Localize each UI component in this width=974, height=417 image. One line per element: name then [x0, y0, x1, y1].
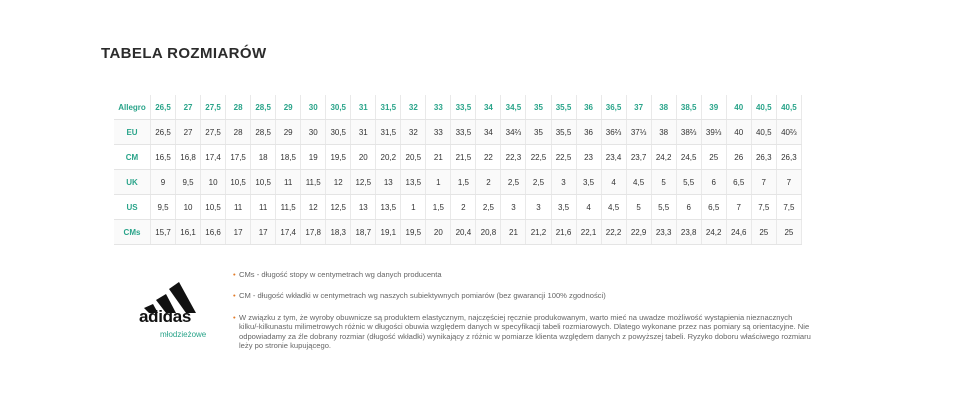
- size-cell: 35,5: [551, 120, 576, 145]
- size-cell: 18: [251, 145, 276, 170]
- size-cell: 28,5: [251, 95, 276, 120]
- size-cell: 40,5: [751, 95, 776, 120]
- size-cell: 27: [176, 95, 201, 120]
- size-cell: 31,5: [376, 95, 401, 120]
- size-cell: 23,3: [651, 220, 676, 245]
- size-cell: 40: [726, 95, 751, 120]
- size-cell: 31: [351, 120, 376, 145]
- size-cell: 1: [401, 195, 426, 220]
- size-cell: 28,5: [251, 120, 276, 145]
- size-cell: 19,5: [326, 145, 351, 170]
- size-cell: 27: [176, 120, 201, 145]
- size-cell: 20,2: [376, 145, 401, 170]
- page-title: TABELA ROZMIARÓW: [101, 45, 267, 62]
- size-cell: 7,5: [751, 195, 776, 220]
- size-cell: 20: [351, 145, 376, 170]
- size-cell: 40⅔: [776, 120, 801, 145]
- size-cell: 22,9: [626, 220, 651, 245]
- size-cell: 21: [501, 220, 526, 245]
- size-cell: 30,5: [326, 120, 351, 145]
- size-cell: 17,5: [226, 145, 251, 170]
- size-cell: 19: [301, 145, 326, 170]
- size-cell: 21,5: [451, 145, 476, 170]
- size-cell: 1,5: [426, 195, 451, 220]
- size-cell: 36,5: [601, 95, 626, 120]
- size-cell: 29: [276, 95, 301, 120]
- size-cell: 12: [326, 170, 351, 195]
- size-cell: 32: [401, 120, 426, 145]
- note-text: W związku z tym, że wyroby obuwnicze są produktem elastycznym, najczęściej ręcznie produkowanym, warto mieć na uwadze możliwość wystąpienia nieznacznych kilku/-kilkunastu milimetrowych różnic w długości obuwia względem danych w specyfikacji tabeli rozmiarowych. Dlatego wykonane przez nas pomiary są orientacyjne. Nie odpowiadamy za źle dobrany rozmiar (długość wkładki) wynikający z różnic w pomiarze klienta względem danych z powyższej tabeli. Ryzyko doboru właściwego rozmiaru leży po stronie kupującego.: [239, 312, 811, 351]
- size-cell: 36⅔: [601, 120, 626, 145]
- size-cell: 37: [626, 95, 651, 120]
- size-cell: 23,7: [626, 145, 651, 170]
- size-cell: 23: [576, 145, 601, 170]
- size-cell: 18,3: [326, 220, 351, 245]
- size-cell: 13,5: [376, 195, 401, 220]
- size-cell: 1: [426, 170, 451, 195]
- row-label: EU: [114, 120, 151, 145]
- size-cell: 37⅓: [626, 120, 651, 145]
- size-cell: 22,3: [501, 145, 526, 170]
- size-cell: 9,5: [151, 195, 176, 220]
- size-cell: 3: [526, 195, 551, 220]
- size-cell: 18,7: [351, 220, 376, 245]
- size-cell: 16,6: [201, 220, 226, 245]
- size-cell: 2,5: [476, 195, 501, 220]
- size-cell: 4,5: [601, 195, 626, 220]
- size-cell: 35,5: [551, 95, 576, 120]
- size-cell: 22,5: [551, 145, 576, 170]
- size-cell: 38,5: [676, 95, 701, 120]
- size-cell: 11,5: [301, 170, 326, 195]
- size-cell: 10,5: [201, 195, 226, 220]
- size-cell: 11: [226, 195, 251, 220]
- size-cell: 21,6: [551, 220, 576, 245]
- size-cell: 34: [476, 120, 501, 145]
- size-cell: 15,7: [151, 220, 176, 245]
- size-cell: 28: [226, 95, 251, 120]
- size-cell: 27,5: [201, 120, 226, 145]
- size-cell: 26: [726, 145, 751, 170]
- size-cell: 16,8: [176, 145, 201, 170]
- size-cell: 20,4: [451, 220, 476, 245]
- size-cell: 35: [526, 95, 551, 120]
- size-cell: 11,5: [276, 195, 301, 220]
- size-cell: 36: [576, 95, 601, 120]
- size-cell: 33,5: [451, 95, 476, 120]
- size-cell: 18,5: [276, 145, 301, 170]
- size-cell: 33: [426, 95, 451, 120]
- size-cell: 12: [301, 195, 326, 220]
- size-cell: 3: [501, 195, 526, 220]
- note-item: [233, 313, 813, 351]
- size-cell: 34⅔: [501, 120, 526, 145]
- size-cell: 2,5: [526, 170, 551, 195]
- size-table-container: [114, 95, 802, 240]
- size-row-allegro: [114, 95, 802, 120]
- size-cell: 36: [576, 120, 601, 145]
- brand-subtitle: młodzieżowe: [160, 330, 207, 339]
- size-cell: 19,5: [401, 220, 426, 245]
- size-cell: 25: [701, 145, 726, 170]
- size-cell: 30: [301, 120, 326, 145]
- note-text: CMs - długość stopy w centymetrach wg danych producenta: [239, 270, 442, 279]
- size-cell: 3,5: [576, 170, 601, 195]
- size-cell: 13: [376, 170, 401, 195]
- size-cell: 4: [576, 195, 601, 220]
- note-text: CM - długość wkładki w centymetrach wg naszych subiektywnych pomiarów (bez gwarancji 100% zgodności): [239, 291, 606, 301]
- note-item: [233, 270, 813, 279]
- size-cell: 21,2: [526, 220, 551, 245]
- size-row-eu: [114, 120, 802, 145]
- size-cell: 1,5: [451, 170, 476, 195]
- row-label: CMs: [114, 220, 151, 245]
- size-cell: 17: [251, 220, 276, 245]
- size-cell: 7,5: [776, 195, 801, 220]
- size-cell: 6,5: [726, 170, 751, 195]
- size-cell: 23,8: [676, 220, 701, 245]
- size-cell: 26,5: [151, 120, 176, 145]
- size-cell: 3: [551, 170, 576, 195]
- size-cell: 22: [476, 145, 501, 170]
- size-cell: 7: [726, 195, 751, 220]
- size-cell: 24,2: [651, 145, 676, 170]
- size-cell: 9: [151, 170, 176, 195]
- size-cell: 6: [701, 170, 726, 195]
- size-cell: 10,5: [251, 170, 276, 195]
- size-cell: 38: [651, 120, 676, 145]
- size-row-cms: [114, 220, 802, 245]
- size-cell: 2: [451, 195, 476, 220]
- size-cell: 22,1: [576, 220, 601, 245]
- note-bullet: •: [233, 291, 236, 301]
- size-cell: 19,1: [376, 220, 401, 245]
- size-cell: 5: [626, 195, 651, 220]
- size-cell: 10: [176, 195, 201, 220]
- size-cell: 31,5: [376, 120, 401, 145]
- size-cell: 17,4: [276, 220, 301, 245]
- size-cell: 39: [701, 95, 726, 120]
- size-cell: 4,5: [626, 170, 651, 195]
- size-cell: 35: [526, 120, 551, 145]
- note-bullet: •: [233, 312, 236, 322]
- size-cell: 26,5: [151, 95, 176, 120]
- size-cell: 5,5: [676, 170, 701, 195]
- size-row-us: [114, 195, 802, 220]
- size-cell: 2: [476, 170, 501, 195]
- note-bullet: •: [233, 270, 236, 279]
- size-cell: 38⅔: [676, 120, 701, 145]
- size-cell: 23,4: [601, 145, 626, 170]
- size-cell: 16,1: [176, 220, 201, 245]
- size-cell: 11: [276, 170, 301, 195]
- size-table-body: [114, 95, 802, 245]
- size-cell: 9,5: [176, 170, 201, 195]
- size-cell: 24,5: [676, 145, 701, 170]
- row-label: UK: [114, 170, 151, 195]
- size-cell: 16,5: [151, 145, 176, 170]
- size-cell: 28: [226, 120, 251, 145]
- size-cell: 20,5: [401, 145, 426, 170]
- size-cell: 22,2: [601, 220, 626, 245]
- row-label: Allegro: [114, 95, 151, 120]
- size-cell: 12,5: [351, 170, 376, 195]
- size-cell: 40,5: [751, 120, 776, 145]
- size-cell: 7: [776, 170, 801, 195]
- size-cell: 30,5: [326, 95, 351, 120]
- size-cell: 21: [426, 145, 451, 170]
- size-cell: 10: [201, 170, 226, 195]
- size-cell: 10,5: [226, 170, 251, 195]
- size-cell: 3,5: [551, 195, 576, 220]
- size-cell: 24,6: [726, 220, 751, 245]
- row-label: CM: [114, 145, 151, 170]
- size-row-uk: [114, 170, 802, 195]
- size-cell: 5,5: [651, 195, 676, 220]
- size-cell: 30: [301, 95, 326, 120]
- size-cell: 2,5: [501, 170, 526, 195]
- size-cell: 6,5: [701, 195, 726, 220]
- notes-list: [233, 270, 813, 362]
- size-cell: 6: [676, 195, 701, 220]
- size-cell: 17,8: [301, 220, 326, 245]
- size-cell: 20,8: [476, 220, 501, 245]
- size-cell: 5: [651, 170, 676, 195]
- size-table: [114, 95, 802, 245]
- size-cell: 40,5: [776, 95, 801, 120]
- size-cell: 32: [401, 95, 426, 120]
- size-cell: 40: [726, 120, 751, 145]
- size-cell: 13: [351, 195, 376, 220]
- size-cell: 17: [226, 220, 251, 245]
- size-cell: 11: [251, 195, 276, 220]
- size-cell: 33,5: [451, 120, 476, 145]
- size-cell: 31: [351, 95, 376, 120]
- size-cell: 17,4: [201, 145, 226, 170]
- size-cell: 27,5: [201, 95, 226, 120]
- size-row-cm: [114, 145, 802, 170]
- brand-name: adidas: [139, 307, 192, 326]
- size-cell: 29: [276, 120, 301, 145]
- size-cell: 39⅓: [701, 120, 726, 145]
- size-cell: 22,5: [526, 145, 551, 170]
- size-cell: 20: [426, 220, 451, 245]
- size-cell: 33: [426, 120, 451, 145]
- row-label: US: [114, 195, 151, 220]
- size-cell: 25: [751, 220, 776, 245]
- size-cell: 25: [776, 220, 801, 245]
- size-cell: 24,2: [701, 220, 726, 245]
- size-cell: 34,5: [501, 95, 526, 120]
- size-cell: 13,5: [401, 170, 426, 195]
- note-item: [233, 291, 813, 300]
- size-cell: 12,5: [326, 195, 351, 220]
- size-cell: 7: [751, 170, 776, 195]
- size-cell: 26,3: [776, 145, 801, 170]
- size-cell: 34: [476, 95, 501, 120]
- size-cell: 4: [601, 170, 626, 195]
- size-cell: 38: [651, 95, 676, 120]
- size-cell: 26,3: [751, 145, 776, 170]
